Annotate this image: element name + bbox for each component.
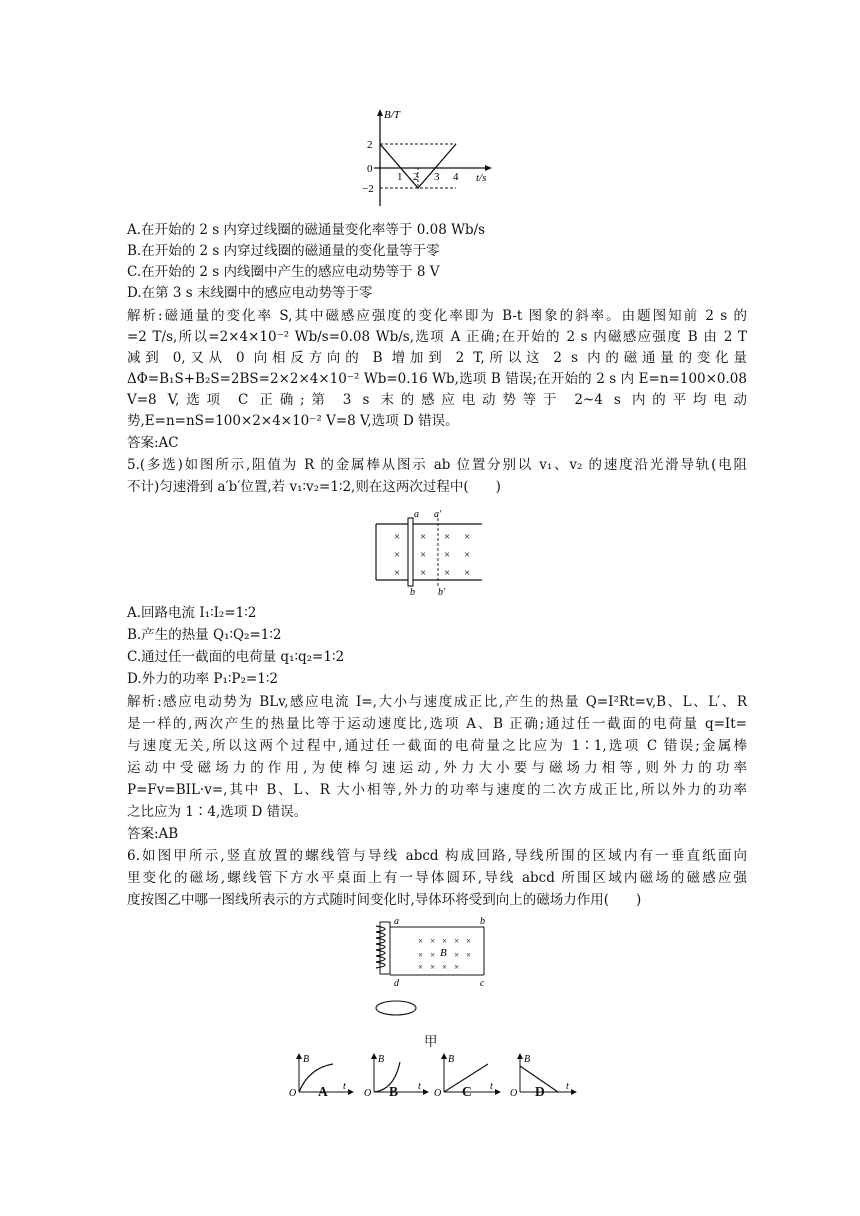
q6-field-mark: ×	[454, 962, 460, 972]
q5-field-mark: ×	[444, 567, 451, 579]
q6-field-mark: ×	[466, 950, 472, 960]
q5-label-b-prime: b′	[438, 587, 446, 598]
q5-field-mark: ×	[420, 567, 427, 579]
q6-label-c: c	[480, 978, 485, 989]
q6-field-mark: ×	[466, 936, 472, 946]
q5-option-c: C.通过任一截面的电荷量 q₁∶q₂=1∶2	[127, 649, 345, 665]
q4-xtick-4: 4	[453, 171, 459, 183]
q5-field-mark: ×	[464, 531, 471, 543]
q6-label-d: d	[394, 978, 399, 989]
q5-field-mark: ×	[420, 549, 427, 561]
q5-field-mark: ×	[394, 531, 401, 543]
q6-graph-label-a: A	[318, 1084, 328, 1099]
q5-rail-figure	[372, 508, 488, 598]
q6-field-mark: ×	[430, 936, 436, 946]
q5-stem-line: 5.(多选)如图所示,阻值为 R 的金属棒从图示 ab 位置分别以 v₁、v₂ 的速度沿光滑导轨(电阻	[127, 457, 747, 473]
q5-option-b: B.产生的热量 Q₁∶Q₂=1∶2	[127, 627, 282, 643]
q4-answer: 答案:AC	[127, 435, 179, 451]
q6-field-mark: ×	[418, 936, 424, 946]
q6-field-mark: ×	[442, 936, 448, 946]
q4-ytick-0: 0	[367, 163, 373, 175]
q5-field-mark: ×	[394, 567, 401, 579]
q5-analysis-line: 运动中受磁场力的作用,为使棒匀速运动,外力大小要与磁场力相等,则外力的功率	[127, 760, 747, 776]
q6-graph-axis-y: B	[303, 1054, 310, 1065]
q6-graph-origin: O	[364, 1088, 372, 1098]
q6-graph-axis-y: B	[378, 1054, 385, 1065]
q6-graph-label-c: C	[462, 1084, 472, 1099]
q4-xtick-2: 2	[413, 171, 419, 183]
q6-label-field-b: B	[440, 947, 447, 959]
q6-field-mark: ×	[454, 936, 460, 946]
q4-ytick-neg2: −2	[362, 183, 374, 195]
q6-field-mark: ×	[430, 962, 436, 972]
q5-field-mark: ×	[464, 549, 471, 561]
q4-analysis-line: 解析:磁通量的变化率 S,其中磁感应强度的变化率即为 B-t 图象的斜率。由题图知前 2 s 的	[127, 308, 747, 324]
q4-option-a: A.在开始的 2 s 内穿过线圈的磁通量变化率等于 0.08 Wb/s	[127, 222, 486, 238]
q5-analysis-line: 与速度无关,所以这两个过程中,通过任一截面的电荷量之比应为 1∶1,选项 C 错误;金属棒	[127, 738, 747, 754]
q6-stem-line: 6.如图甲所示,竖直放置的螺线管与导线 abcd 构成回路,导线所围的区域内有一垂直纸面向	[127, 848, 747, 864]
q4-ytick-2: 2	[367, 139, 373, 151]
q5-option-d: D.外力的功率 P₁∶P₂=1∶2	[127, 671, 278, 687]
q5-option-a: A.回路电流 I₁∶I₂=1∶2	[127, 605, 257, 621]
q4-option-c: C.在开始的 2 s 内线圈中产生的感应电动势等于 8 V	[127, 264, 440, 280]
q6-graph-axis-x: t	[343, 1081, 346, 1092]
q4-option-b: B.在开始的 2 s 内穿过线圈的磁通量的变化量等于零	[127, 243, 440, 259]
q6-graph-label-b: B	[389, 1084, 399, 1099]
q4-option-d: D.在第 3 s 末线圈中的感应电动势等于零	[127, 285, 373, 301]
q5-label-a-prime: a′	[434, 509, 442, 520]
q6-stem-line: 度按图乙中哪一图线所表示的方式随时间变化时,导体环将受到向上的磁场力作用( )	[127, 892, 642, 908]
q5-field-mark: ×	[420, 531, 427, 543]
q4-bt-graph	[362, 106, 502, 212]
q6-graph-axis-x: t	[566, 1081, 569, 1092]
q6-graph-origin: O	[289, 1088, 297, 1098]
q6-field-mark: ×	[418, 950, 424, 960]
q6-graph-axis-y: B	[448, 1054, 455, 1065]
q6-graph-label-d: D	[535, 1084, 545, 1099]
q6-figure-caption: 甲	[424, 1034, 438, 1050]
q5-analysis-line: 之比应为 1∶4,选项 D 错误。	[127, 804, 308, 820]
q6-graph-axis-x: t	[490, 1081, 493, 1092]
q5-field-mark: ×	[394, 549, 401, 561]
q5-analysis-line: 解析:感应电动势为 BLv,感应电流 I=,大小与速度成正比,产生的热量 Q=I²Rt=v,B、L、L′、R	[127, 694, 747, 710]
q4-analysis-line: 减到 0,又从 0 向相反方向的 B 增加到 2 T,所以这 2 s 内的磁通量的变化量	[127, 350, 747, 366]
q6-field-mark: ×	[442, 962, 448, 972]
q6-stem-line: 里变化的磁场,螺线管下方水平桌面上有一导体圆环,导线 abcd 所围区域内磁场的磁感应强	[127, 870, 747, 886]
q5-label-b: b	[410, 587, 415, 598]
q4-xlabel: t/s	[476, 172, 487, 184]
q4-ylabel: B/T	[384, 109, 400, 121]
q6-field-mark: ×	[430, 950, 436, 960]
q6-field-mark: ×	[454, 950, 460, 960]
q4-analysis-line: ΔΦ=B₁S+B₂S=2BS=2×2×4×10⁻² Wb=0.16 Wb,选项 B 错误;在开始的 2 s 内 E=n=100×0.08	[127, 371, 747, 387]
q5-label-a: a	[414, 509, 419, 520]
q4-xtick-1: 1	[397, 171, 403, 183]
q5-field-mark: ×	[444, 531, 451, 543]
q5-answer: 答案:AB	[127, 826, 179, 842]
q6-field-mark: ×	[418, 962, 424, 972]
q6-label-a: a	[394, 916, 399, 927]
q4-xtick-3: 3	[434, 171, 440, 183]
q4-analysis-line: V=8 V,选项 C 正确;第 3 s 末的感应电动势等于 2~4 s 内的平均电动	[127, 392, 747, 408]
q6-graph-origin: O	[434, 1088, 442, 1098]
q6-graph-origin: O	[510, 1088, 518, 1098]
q6-graph-axis-y: B	[524, 1054, 531, 1065]
q6-label-b: b	[480, 916, 485, 927]
q5-analysis-line: 是一样的,两次产生的热量比等于运动速度比,选项 A、B 正确;通过任一截面的电荷量 q=It=	[127, 716, 747, 732]
q5-analysis-line: P=Fv=BIL·v=,其中 B、L、R 大小相等,外力的功率与速度的二次方成正比,所以外力的功率	[127, 782, 747, 798]
q5-stem-line: 不计)匀速滑到 a′b′位置,若 v₁∶v₂=1∶2,则在这两次过程中( )	[127, 479, 501, 495]
q5-field-mark: ×	[464, 567, 471, 579]
q5-field-mark: ×	[444, 549, 451, 561]
q6-figure-jia	[366, 914, 496, 1024]
q4-analysis-line: 势,E=n=nS=100×2×4×10⁻² V=8 V,选项 D 错误。	[127, 413, 459, 429]
q6-graph-axis-x: t	[418, 1081, 421, 1092]
q4-analysis-line: =2 T/s,所以=2×4×10⁻² Wb/s=0.08 Wb/s,选项 A 正确;在开始的 2 s 内磁感应强度 B 由 2 T	[127, 329, 747, 345]
